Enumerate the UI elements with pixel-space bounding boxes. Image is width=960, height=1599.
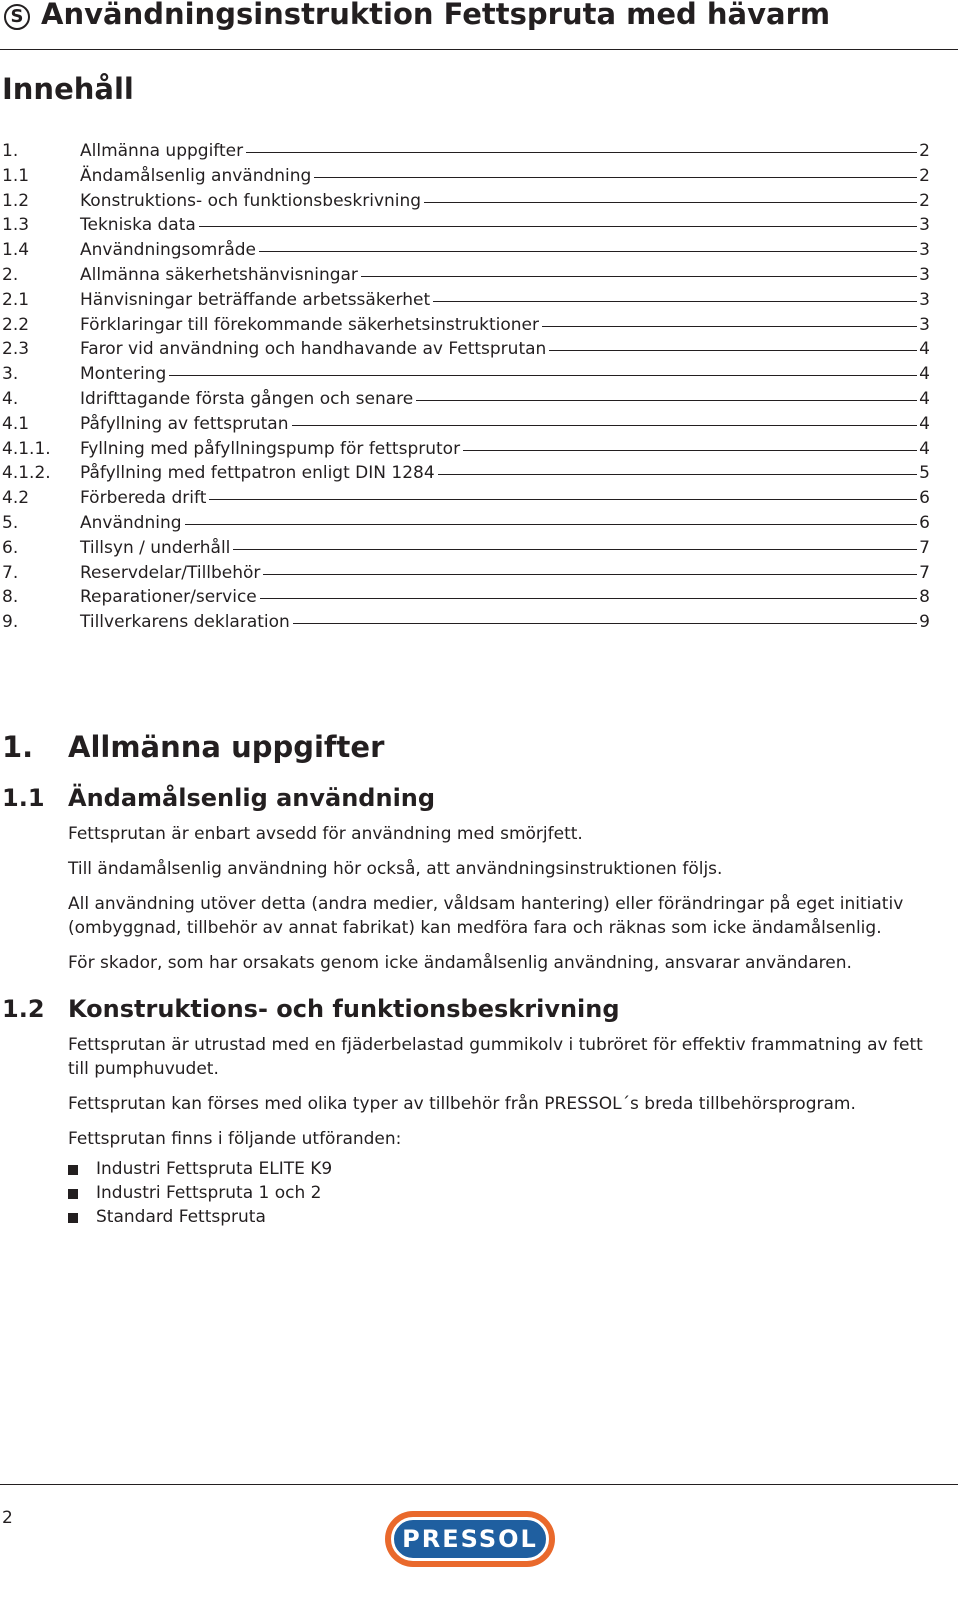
toc-entry[interactable] <box>0 413 930 438</box>
list-item <box>68 1205 332 1229</box>
list-item <box>68 1181 332 1205</box>
variant-list <box>68 1157 332 1229</box>
toc-entry-title: Fyllning med påfyllningspump för fettsprutor <box>80 438 461 459</box>
toc-entry-page: 3 <box>919 264 930 285</box>
paragraph: Fettsprutan är enbart avsedd för användning med smörjfett. <box>68 824 583 844</box>
toc-entry-title: Användningsområde <box>80 240 256 261</box>
toc-entry[interactable] <box>0 338 930 363</box>
section-number: 1.1 <box>2 784 45 812</box>
toc-entry-number: 2. <box>2 264 19 285</box>
toc-entry-page: 5 <box>919 463 930 484</box>
paragraph: Fettsprutan finns i följande utföranden: <box>68 1129 402 1149</box>
toc-leader-line <box>169 375 917 376</box>
toc-entry-title: Förklaringar till förekommande säkerhetsinstruktioner <box>80 314 539 335</box>
toc-entry-page: 4 <box>919 388 930 409</box>
toc-entry-number: 6. <box>2 537 19 558</box>
toc-leader-line <box>209 499 917 500</box>
toc-entry[interactable] <box>0 611 930 636</box>
toc-leader-line <box>260 598 917 599</box>
toc-entry-page: 3 <box>919 289 930 310</box>
toc-entry-number: 4.1.1. <box>2 438 51 459</box>
toc-entry-page: 4 <box>919 364 930 385</box>
list-item-text: Standard Fettspruta <box>96 1207 266 1227</box>
toc-leader-line <box>314 177 917 178</box>
bullet-square-icon <box>68 1189 78 1199</box>
toc-entry[interactable] <box>0 289 930 314</box>
toc-entry[interactable] <box>0 562 930 587</box>
section-title: Ändamålsenlig användning <box>68 784 436 812</box>
toc-entry-page: 2 <box>919 190 930 211</box>
toc-leader-line <box>416 400 917 401</box>
toc-entry-page: 7 <box>919 562 930 583</box>
toc-leader-line <box>263 574 917 575</box>
toc-entry-title: Tillsyn / underhåll <box>80 537 231 558</box>
toc-entry-number: 9. <box>2 612 19 633</box>
toc-entry[interactable] <box>0 264 930 289</box>
toc-entry-number: 1.3 <box>2 215 30 236</box>
section-number: 1.2 <box>2 995 45 1023</box>
toc-entry-page: 4 <box>919 413 930 434</box>
page-number: 2 <box>2 1508 13 1528</box>
table-of-contents <box>0 140 930 636</box>
toc-entry[interactable] <box>0 190 930 215</box>
toc-entry-number: 2.1 <box>2 289 30 310</box>
section-number: 1. <box>2 730 34 764</box>
bullet-square-icon <box>68 1213 78 1223</box>
toc-entry-title: Tillverkarens deklaration <box>80 612 290 633</box>
toc-entry-number: 4.2 <box>2 488 30 509</box>
toc-entry-title: Reservdelar/Tillbehör <box>80 562 261 583</box>
section-1-2-heading <box>2 995 620 1023</box>
toc-entry-title: Påfyllning med fettpatron enligt DIN 1284 <box>80 463 435 484</box>
language-badge: S <box>4 4 30 30</box>
toc-entry[interactable] <box>0 165 930 190</box>
toc-entry-title: Påfyllning av fettsprutan <box>80 413 289 434</box>
toc-entry-page: 3 <box>919 215 930 236</box>
toc-heading: Innehåll <box>2 72 134 106</box>
toc-entry-page: 8 <box>919 587 930 608</box>
document-title: Användningsinstruktion Fettspruta med hävarm <box>41 0 831 31</box>
toc-leader-line <box>292 425 918 426</box>
list-item-text: Industri Fettspruta ELITE K9 <box>96 1159 333 1179</box>
toc-leader-line <box>293 623 917 624</box>
toc-entry-title: Faror vid användning och handhavande av Fettsprutan <box>80 339 547 360</box>
toc-entry-title: Förbereda drift <box>80 488 207 509</box>
toc-entry-number: 1. <box>2 141 19 161</box>
toc-entry-page: 6 <box>919 512 930 533</box>
toc-leader-line <box>246 152 917 153</box>
toc-entry[interactable] <box>0 512 930 537</box>
toc-leader-line <box>463 450 917 451</box>
toc-leader-line <box>438 474 918 475</box>
toc-entry-page: 3 <box>919 314 930 335</box>
list-item-text: Industri Fettspruta 1 och 2 <box>96 1183 322 1203</box>
toc-entry[interactable] <box>0 140 930 165</box>
header-divider <box>0 49 958 50</box>
toc-entry-title: Tekniska data <box>80 215 196 236</box>
toc-entry[interactable] <box>0 388 930 413</box>
toc-entry-page: 2 <box>919 165 930 186</box>
toc-entry-number: 7. <box>2 562 19 583</box>
paragraph: Fettsprutan kan förses med olika typer av tillbehör från PRESSOL´s breda tillbehörsprogram. <box>68 1094 856 1114</box>
toc-entry[interactable] <box>0 586 930 611</box>
toc-entry-number: 4.1.2. <box>2 463 51 484</box>
toc-entry-number: 4.1 <box>2 413 30 434</box>
toc-entry-title: Hänvisningar beträffande arbetssäkerhet <box>80 289 431 310</box>
toc-entry-title: Konstruktions- och funktionsbeskrivning <box>80 190 422 211</box>
section-title: Konstruktions- och funktionsbeskrivning <box>68 995 620 1023</box>
toc-leader-line <box>424 202 917 203</box>
paragraph: För skador, som har orsakats genom icke ändamålsenlig användning, ansvarar användaren. <box>68 953 852 973</box>
toc-entry-number: 4. <box>2 388 19 409</box>
toc-leader-line <box>185 524 918 525</box>
toc-entry[interactable] <box>0 487 930 512</box>
pressol-logo <box>385 1511 555 1567</box>
toc-entry-number: 8. <box>2 587 19 608</box>
bullet-square-icon <box>68 1165 78 1175</box>
paragraph: Fettsprutan är utrustad med en fjäderbelastad gummikolv i tubröret för effektiv frammatning av fett till pumphuvudet. <box>68 1035 923 1079</box>
toc-entry[interactable] <box>0 462 930 487</box>
toc-entry-title: Reparationer/service <box>80 587 257 608</box>
toc-entry-title: Idrifttagande första gången och senare <box>80 388 414 409</box>
logo-text: PRESSOL <box>391 1517 549 1561</box>
toc-entry-page: 4 <box>919 339 930 360</box>
toc-leader-line <box>199 226 917 227</box>
toc-entry-page: 9 <box>919 612 930 633</box>
toc-entry-title: Allmänna uppgifter <box>80 141 244 161</box>
toc-entry-title: Användning <box>80 512 182 533</box>
toc-entry-page: 7 <box>919 537 930 558</box>
toc-leader-line <box>549 350 917 351</box>
toc-entry-title: Allmänna säkerhetshänvisningar <box>80 264 358 285</box>
toc-entry[interactable] <box>0 363 930 388</box>
toc-leader-line <box>361 276 917 277</box>
toc-entry-title: Montering <box>80 364 167 385</box>
toc-leader-line <box>259 251 917 252</box>
section-1-heading <box>2 730 384 764</box>
page-header <box>0 0 960 52</box>
toc-leader-line <box>542 326 917 327</box>
toc-entry[interactable] <box>0 438 930 463</box>
section-title: Allmänna uppgifter <box>68 730 385 764</box>
toc-entry[interactable] <box>0 214 930 239</box>
toc-entry-number: 5. <box>2 512 19 533</box>
paragraph: All användning utöver detta (andra medier, våldsam hantering) eller förändringar på eget initiativ (ombyggnad, tillbehör av annat fabrikat) kan medföra fara och räknas som icke ändamålsenlig. <box>68 894 904 938</box>
section-1-1-heading <box>2 784 435 812</box>
toc-entry-number: 2.2 <box>2 314 30 335</box>
toc-entry[interactable] <box>0 537 930 562</box>
toc-entry-number: 1.2 <box>2 190 30 211</box>
toc-entry[interactable] <box>0 314 930 339</box>
toc-entry-number: 1.4 <box>2 240 30 261</box>
paragraph: Till ändamålsenlig användning hör också, att användningsinstruktionen följs. <box>68 859 723 879</box>
footer-divider <box>0 1484 958 1485</box>
toc-entry-page: 3 <box>919 240 930 261</box>
toc-entry[interactable] <box>0 239 930 264</box>
toc-leader-line <box>233 549 917 550</box>
toc-leader-line <box>433 301 917 302</box>
toc-entry-number: 1.1 <box>2 165 30 186</box>
toc-entry-page: 2 <box>919 141 930 161</box>
toc-entry-number: 2.3 <box>2 339 30 360</box>
list-item <box>68 1157 332 1181</box>
toc-entry-title: Ändamålsenlig användning <box>80 165 312 186</box>
toc-entry-number: 3. <box>2 364 19 385</box>
toc-entry-page: 6 <box>919 488 930 509</box>
toc-entry-page: 4 <box>919 438 930 459</box>
